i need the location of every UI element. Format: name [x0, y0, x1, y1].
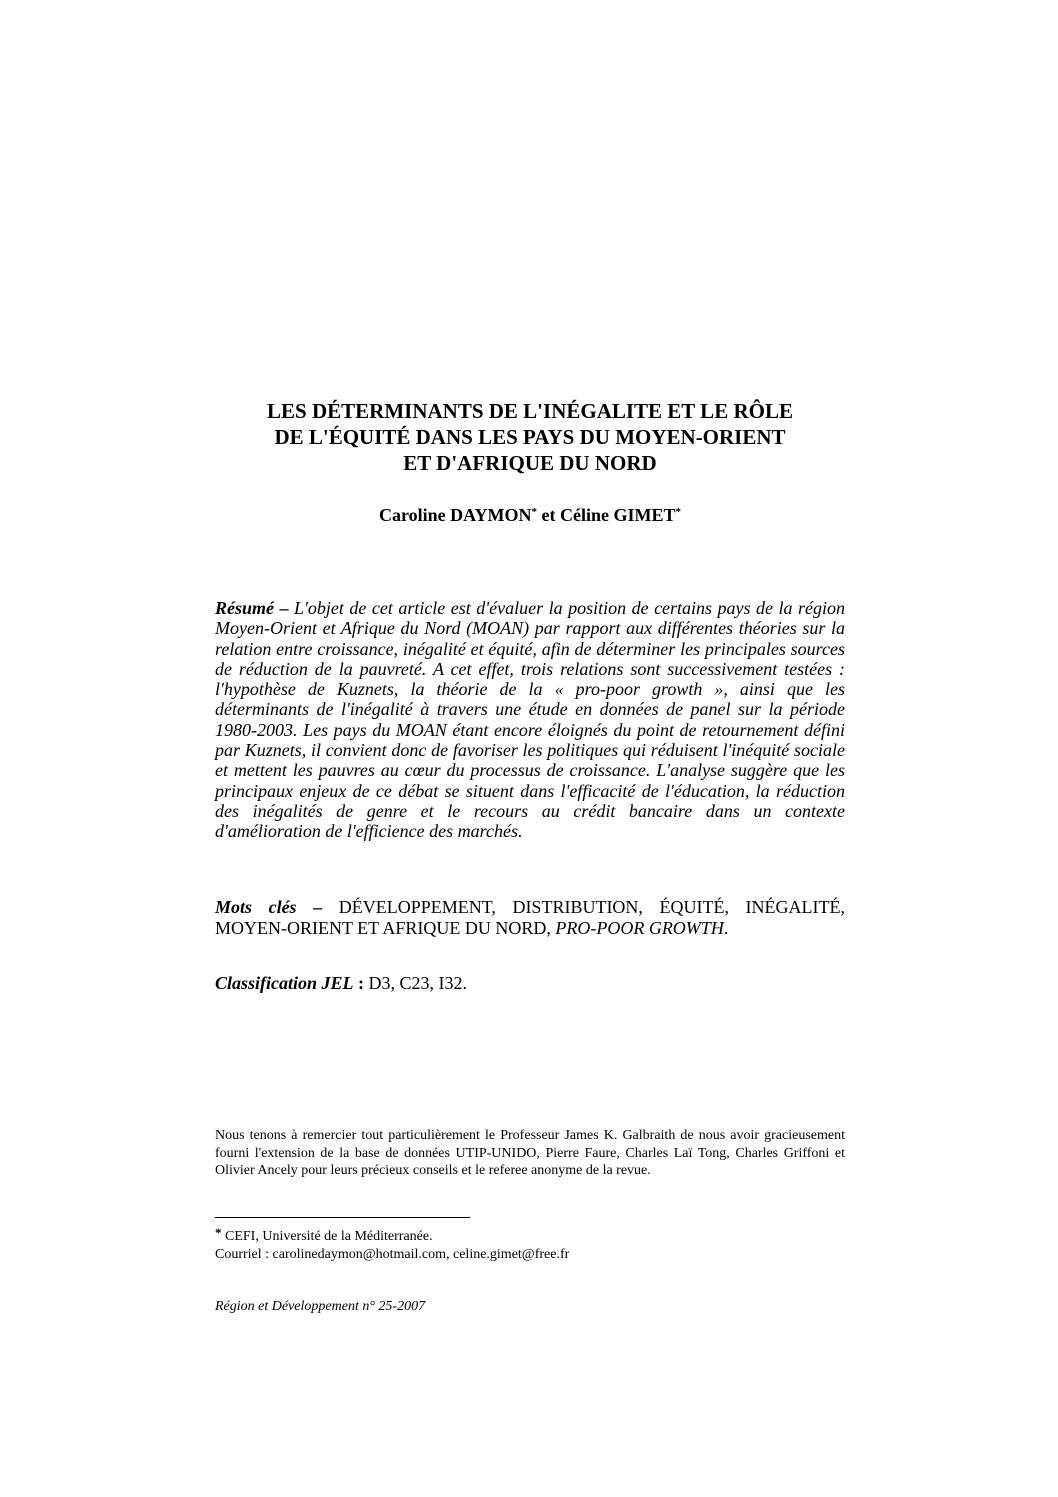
- keywords-dash: –: [296, 897, 339, 917]
- journal-reference: Région et Développement n° 25-2007: [215, 1299, 426, 1314]
- keywords-end: .: [723, 918, 729, 938]
- keywords: [215, 897, 845, 939]
- abstract-label: Résumé: [215, 598, 275, 618]
- jel-classification: [215, 972, 845, 994]
- author-footnote-mark-2: *: [675, 506, 681, 518]
- author-line: [215, 504, 845, 526]
- footnote: [215, 1225, 845, 1264]
- keywords-text: DÉVELOPPEMENT, DISTRIBUTION, ÉQUITÉ, INÉGALITÉ, MOYEN-ORIENT ET AFRIQUE DU NORD,: [215, 897, 846, 938]
- keywords-label: Mots clés: [215, 897, 297, 917]
- footnote-affiliation: CEFI, Université de la Méditerranée.: [221, 1229, 433, 1244]
- footnote-affiliation-line: [215, 1225, 845, 1246]
- title-line-3: ET D'AFRIQUE DU NORD: [403, 451, 657, 475]
- jel-label: Classification JEL: [215, 973, 354, 993]
- abstract-text: L'objet de cet article est d'évaluer la position de certains pays de la région Moyen-Orient et Afrique du Nord (MOAN) par rapport aux différentes théories sur la relation entre croissance, inégalité et équité, afin de déterminer les principales sources de réduction de la pauvreté. A cet effet, trois relations sont successivement testées : l'hypothèse de Kuznets, la théorie de la « pro-poor growth », ainsi que les déterminants de l'inégalité à travers une étude en données de panel sur la période 1980-2003. Les pays du MOAN étant encore éloignés du point de retournement défini par Kuznets, il convient donc de favoriser les politiques qui réduisent l'inéquité sociale et mettent les pauvres au cœur du processus de croissance. L'analyse suggère que les principaux enjeux de ce débat se situent dans l'efficacité de l'éducation, la réduction des inégalités de genre et le recours au crédit bancaire dans un contexte d'amélioration de l'efficience des marchés.: [215, 598, 846, 842]
- jel-codes: D3, C23, I32.: [368, 973, 468, 993]
- footnote-mark: *: [215, 1225, 222, 1240]
- title-line-2: DE L'ÉQUITÉ DANS LES PAYS DU MOYEN-ORIENT: [274, 425, 786, 449]
- abstract: [215, 598, 845, 842]
- title-line-1: LES DÉTERMINANTS DE L'INÉGALITE ET LE RÔLE: [267, 399, 793, 423]
- author-footnote-mark-1: *: [531, 506, 537, 518]
- author-name-1: Caroline DAYMON: [379, 505, 532, 525]
- acknowledgement: Nous tenons à remercier tout particulièrement le Professeur James K. Galbraith de nous avoir gracieusement fourni l'extension de la base de données UTIP-UNIDO, Pierre Faure, Charles Laï Tong, Charles Griffoni et Olivier Ancely pour leurs précieux conseils et le referee anonyme de la revue.: [215, 1128, 845, 1178]
- keywords-italic: PRO-POOR GROWTH: [555, 918, 724, 938]
- author-name-2: Céline GIMET: [559, 505, 676, 525]
- footnote-divider: [215, 1217, 470, 1218]
- footnote-contact: Courriel : carolinedaymon@hotmail.com, celine.gimet@free.fr: [215, 1247, 570, 1262]
- author-conjunction: et: [537, 505, 560, 525]
- jel-colon: :: [353, 973, 369, 993]
- abstract-dash: –: [274, 598, 295, 618]
- paper-title: [215, 398, 845, 476]
